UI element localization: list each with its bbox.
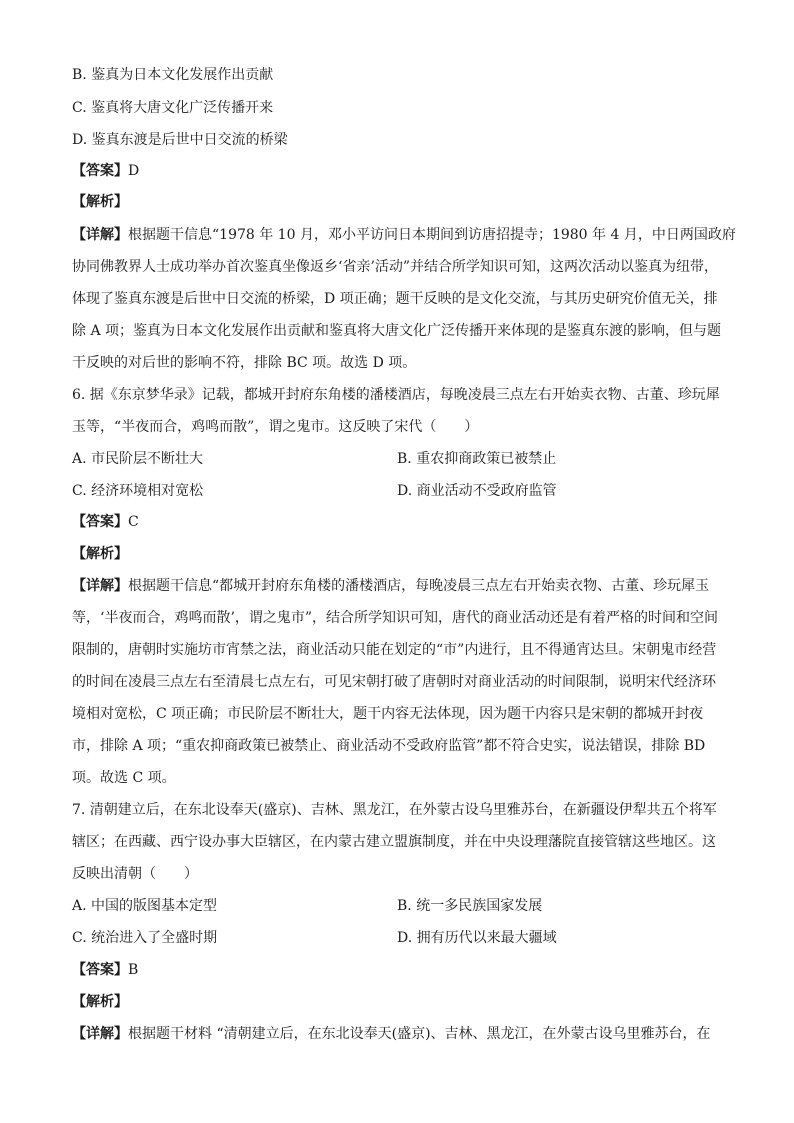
q7-analysis-tag: 【解析】 (72, 994, 128, 1010)
answer-value: B (128, 962, 139, 978)
q6-stem-line: 玉等，“半夜而合，鸡鸣而散”，谓之鬼市。这反映了宋代（ ） (72, 419, 479, 435)
q5-option-d: D. 鉴真东渡是后世中日交流的桥梁 (72, 132, 288, 148)
q7-option-a: A. 中国的版图基本定型 (72, 898, 218, 914)
q7-option-b: B. 统一多民族国家发展 (397, 898, 543, 914)
q6-option-a: A. 市民阶层不断壮大 (72, 451, 204, 467)
q7-option-c: C. 统治进入了全盛时期 (72, 930, 218, 946)
q6-detail-line (72, 577, 732, 595)
q5-detail-line: 体现了鉴真东渡是后世中日交流的桥梁，D 项正确；题干反映的是文化交流，与其历史研究价值无关，排 (72, 291, 718, 307)
q6-detail-line: 的时间在凌晨三点左右至清晨七点左右，可见宋朝打破了唐朝时对商业活动的时间限制，说明宋代经济环 (72, 674, 716, 690)
q7-stem-line: 辖区；在西藏、西宁设办事大臣辖区，在内蒙古建立盟旗制度，并在中央设理藩院直接管辖这些地区。这 (72, 834, 716, 850)
answer-tag: 【答案】 (72, 163, 128, 179)
q5-option-b: B. 鉴真为日本文化发展作出贡献 (72, 67, 274, 83)
q5-detail-line: 除 A 项；鉴真为日本文化发展作出贡献和鉴真将大唐文化广泛传播开来体现的是鉴真东渡的影响，但与题 (72, 323, 722, 339)
q6-detail-line: 市，排除 A 项；“重农抑商政策已被禁止、商业活动不受政府监管”都不符合史实，说法错误，排除 BD (72, 738, 706, 754)
q6-detail-line: 境相对宽松，C 项正确；市民阶层不断壮大，题干内容无法体现，因为题干内容只是宋朝的都城开封夜 (72, 706, 704, 722)
detail-text: 根据题干信息“都城开封府东角楼的潘楼酒店，每晚凌晨三点左右开始卖衣物、古董、珍玩犀玉 (128, 578, 710, 594)
detail-tag: 【详解】 (72, 227, 128, 243)
q6-detail-line: 等，‘半夜而合，鸡鸣而散’，谓之鬼市”，结合所学知识可知，唐代的商业活动还是有着严格的时间和空间 (72, 610, 719, 626)
q6-answer (72, 513, 732, 531)
detail-tag: 【详解】 (72, 578, 128, 594)
q6-analysis-tag: 【解析】 (72, 546, 128, 562)
answer-value: C (128, 514, 139, 530)
q6-detail-line: 项。故选 C 项。 (72, 770, 176, 786)
q5-detail-line: 干反映的对后世的影响不符，排除 BC 项。故选 D 项。 (72, 355, 417, 371)
q7-answer (72, 961, 732, 979)
q5-detail-line: 协同佛教界人士成功举办首次鉴真坐像返乡‘省亲’活动”并结合所学知识可知，这两次活动以鉴真为纽带， (72, 259, 719, 275)
q7-option-d: D. 拥有历代以来最大疆域 (397, 930, 557, 946)
q6-stem-line: 6. 据《东京梦华录》记载，都城开封府东角楼的潘楼酒店，每晚凌晨三点左右开始卖衣物、古董、珍玩犀 (72, 387, 720, 403)
detail-text: 根据题干信息“1978 年 10 月，邓小平访问日本期间到访唐招提寺；1980 年 4 月，中日两国政府 (128, 227, 736, 243)
q5-answer (72, 162, 732, 180)
q6-option-b: B. 重农抑商政策已被禁止 (397, 451, 557, 467)
q6-detail-line: 限制的，唐朝时实施坊市宵禁之法，商业活动只能在划定的“市”内进行，且不得通宵达旦。宋朝鬼市经营 (72, 642, 717, 658)
q7-stem-line: 7. 清朝建立后，在东北设奉天(盛京)、吉林、黑龙江，在外蒙古设乌里雅苏台，在新疆设伊犁共五个将军 (72, 802, 717, 818)
answer-tag: 【答案】 (72, 962, 128, 978)
q5-analysis-tag: 【解析】 (72, 194, 128, 210)
q6-option-c: C. 经济环境相对宽松 (72, 483, 204, 499)
q5-detail-line (72, 226, 736, 244)
detail-tag: 【详解】 (72, 1026, 128, 1042)
answer-tag: 【答案】 (72, 514, 128, 530)
q5-option-c: C. 鉴真将大唐文化广泛传播开来 (72, 100, 274, 116)
q7-stem-line: 反映出清朝（ ） (72, 866, 198, 882)
detail-text: 根据题干材料 “清朝建立后，在东北设奉天(盛京)、吉林、黑龙江，在外蒙古设乌里雅苏台，在 (128, 1026, 711, 1042)
q7-detail-line (72, 1025, 732, 1043)
answer-value: D (128, 163, 140, 179)
q6-option-d: D. 商业活动不受政府监管 (397, 483, 557, 499)
